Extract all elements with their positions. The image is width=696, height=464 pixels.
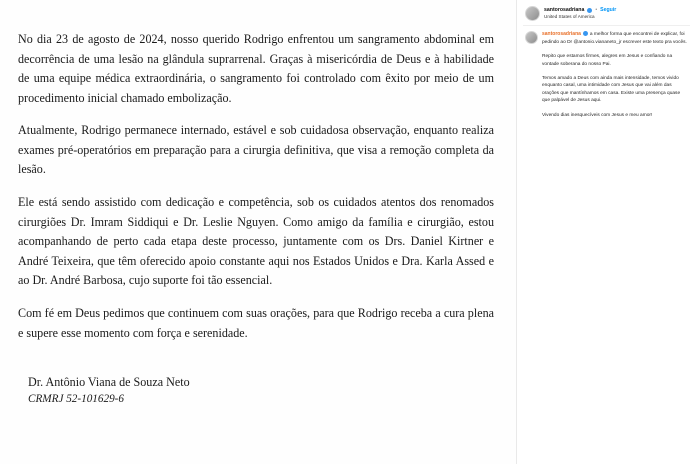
caption-line-1: a melhor forma que encontrei de explicar, foi pedindo ao Dr @antonio.viananeto_jr escrever este texto pra vocês. <box>542 32 687 45</box>
post-author-username[interactable]: santorosadriana <box>544 6 585 13</box>
signature-crm-number: CRMRJ 52-101629-6 <box>28 393 125 406</box>
post-header-row <box>544 7 688 14</box>
post-caption <box>523 26 690 121</box>
separator-dot: • <box>595 7 598 13</box>
comment-author-username[interactable]: santorosadriana <box>542 31 581 37</box>
post-location[interactable]: United States of America <box>544 14 595 20</box>
signature-name: Dr. Antônio Viana de Souza Neto <box>28 375 190 390</box>
caption-paragraph-3: Temos amado a Deus com ainda mais intensidade, temos vivido enquanto casal, uma intimidade com Jesus que vai além das orações que mantínhamos em casa. Existe uma presença quase que palpável de Jesus aqui. <box>542 76 681 104</box>
caption-paragraph-4: Vivendo dias inesquecíveis com Jesus e meu amor! <box>542 112 653 118</box>
letter-paragraph-4: Com fé em Deus pedimos que continuem com suas orações, para que Rodrigo receba a cura plena e supere esse momento com força e serenidade. <box>18 305 494 340</box>
letter-signature <box>18 373 494 408</box>
letter-paragraph-2: Atualmente, Rodrigo permanece internado, estável e sob cuidadosa observação, enquanto realiza exames pré-operatórios em preparação para a cirurgia definitiva, que visa a remoção completa da lesão. <box>18 123 494 177</box>
comment-avatar[interactable] <box>525 31 538 44</box>
post-header-text <box>544 7 688 20</box>
follow-button[interactable]: Seguir <box>600 6 617 13</box>
comment-verified-badge-icon <box>583 31 588 36</box>
letter-paragraph-1: No dia 23 de agosto de 2024, nosso querido Rodrigo enfrentou um sangramento abdominal em decorrência de uma lesão na glândula suprarrenal. Graças à misericórdia de Deus e à habilidade de uma equipe médica extraordinária, o sangramento foi controlado com êxito por meio de um procedimento inicial chamado embolização. <box>18 32 494 105</box>
caption-paragraph-1 <box>542 31 688 46</box>
comment-body <box>542 31 688 119</box>
letter-paragraph-3: Ele está sendo assistido com dedicação e competência, sob os cuidados atentos dos renomados cirurgiões Dr. Imram Siddiqui e Dr. Leslie Nguyen. Como amigo da família e cirurgião, estou acompanhando de perto cada etapa deste processo, juntamente com os Drs. Daniel Kirtner e André Teixeira, que têm oferecido apoio constante aqui nos Estados Unidos e Dra. Karla Assed e ao Dr. André Barbosa, cujo suporte foi tão essencial. <box>18 195 494 288</box>
social-post-pane <box>516 0 696 464</box>
verified-badge-icon <box>587 8 592 13</box>
post-header <box>523 4 690 26</box>
avatar[interactable] <box>525 6 540 21</box>
caption-paragraph-2: Repito que estamos firmes, alegres em Jesus e confiando na vontade soberana do nosso Pai. <box>542 54 673 67</box>
